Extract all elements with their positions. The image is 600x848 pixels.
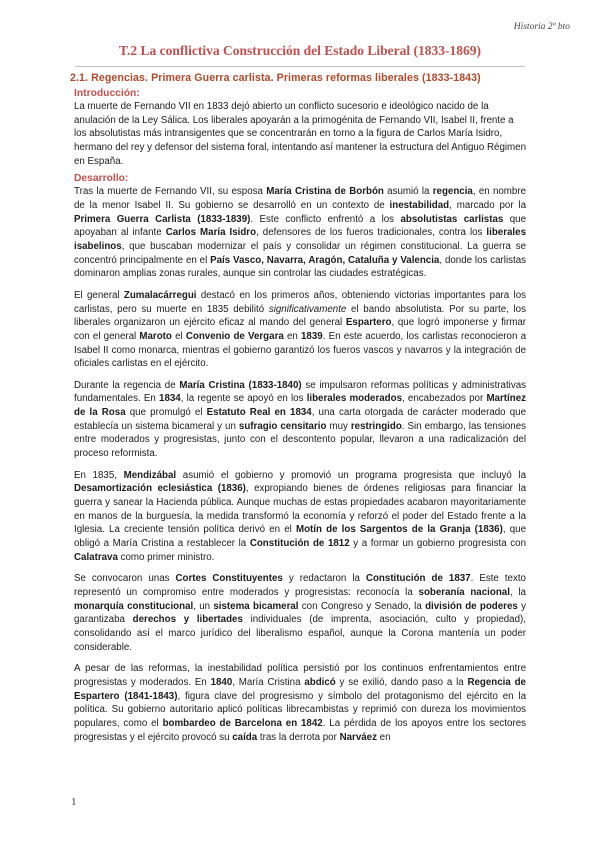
header-subject: Historia 2º bto <box>513 22 570 32</box>
desarrollo-paragraph-2: El general Zumalacárregui destacó en los primeros años, obteniendo victorias importantes para los carlistas, pero su muerte en 1835 debilitó significativamente el bando absolutista. Por su parte, los liberales organizaron un ejército eficaz al mando del general Espartero, que logró imponerse y firmar con el general Maroto el Convenio de Vergara en 1839. En este acuerdo, los carlistas reconocieron a Isabel II como monarca, mientras el gobierno garantizó los fueros vascos y navarros y la integración de oficiales carlistas en el ejército. <box>74 289 526 370</box>
desarrollo-heading: Desarrollo: <box>74 173 129 185</box>
desarrollo-paragraph-6: A pesar de las reformas, la inestabilidad política persistió por los continuos enfrentamientos entre progresistas y moderados. En 1840, María Cristina abdicó y se exilió, dando paso a la Regencia de Espartero (1841-1843), figura clave del progresismo y símbolo del protagonismo del ejército en la política. Su gobierno autoritario aplicó políticas librecambistas y reprimió con dureza los movimientos populares, como el bombardeo de Barcelona en 1842. La pérdida de los apoyos entre los sectores progresistas y el ejército provocó su caída tras la derrota por Narváez en <box>74 663 526 743</box>
intro-heading: Introducción: <box>74 88 140 99</box>
desarrollo-paragraph-5: Se convocaron unas Cortes Constituyentes y redactaron la Constitución de 1837. Este texto representó un compromiso entre moderados y progresistas: reconocía la soberanía nacional, la monarquía constitucional, un sistema bicameral con Congreso y Senado, la división de poderes y garantizaba derechos y libertades individuales (de imprenta, asociación, culto y propiedad), consolidando así el marco jurídico del liberalismo español, aunque la Corona mantenía un poder considerable. <box>74 573 526 653</box>
page-number: 1 <box>71 796 77 808</box>
desarrollo-paragraph-1: Tras la muerte de Fernando VII, su esposa María Cristina de Borbón asumió la regencia, en nombre de la menor Isabel II. Su gobierno se desarrolló en un contexto de inestabilidad, marcado por la Primera Guerra Carlista (1833-1839). Este conflicto enfrentó a los absolutistas carlistas que apoyaban al infante Carlos María Isidro, defensores de los fueros tradicionales, contra los liberales isabelinos, que buscaban modernizar el país y consolidar un régimen constitucional. La guerra se concentró principalmente en el País Vasco, Navarra, Aragón, Cataluña y Valencia, donde los carlistas dominaron amplias zonas rurales, aunque sin controlar las ciudades estratégicas. <box>74 186 527 280</box>
document-body <box>70 72 527 749</box>
desarrollo-paragraph-3: Durante la regencia de María Cristina (1833-1840) se impulsaron reformas políticas y administrativas fundamentales. En 1834, la regente se apoyó en los liberales moderados, encabezados por Martínez de la Rosa que promulgó el Estatuto Real en 1834, una carta otorgada de carácter moderado que establecía un sistema bicameral y un sufragio censitario muy restringido. Sin embargo, las tensiones entre moderados y progresistas, junto con el descontento popular, llevaron a una radicalización del proceso reformista. <box>74 379 527 460</box>
title-divider <box>75 66 525 67</box>
document-title: T.2 La conflictiva Construcción del Estado Liberal (1833-1869) <box>119 43 481 58</box>
section-heading: 2.1. Regencias. Primera Guerra carlista. Primeras reformas liberales (1833-1843) <box>70 72 481 84</box>
desarrollo-paragraph-4: En 1835, Mendizábal asumió el gobierno y promovió un programa progresista que incluyó la Desamortización eclesiástica (1836), expropiando bienes de órdenes religiosas para financiar la guerra y sanear la Hacienda pública. Aunque muchas de estas propiedades acabaron mayoritariamente en manos de la burguesía, la medida transformó la economía y reforzó el poder del Estado frente a la Iglesia. La creciente tensión política derivó en el Motín de los Sargentos de la Granja (1836), que obligó a María Cristina a restablecer la Constitución de 1812 y a formar un gobierno progresista con Calatrava como primer ministro. <box>74 469 527 563</box>
intro-paragraph: La muerte de Fernando VII en 1833 dejó abierto un conflicto sucesorio e ideológico nacido de la anulación de la Ley Sálica. Los liberales apoyarán a la primogénita de Fernando VII, Isabel II, frente a los absolutistas más intransigentes que se concentrarán en torno a la figura de Carlos María Isidro, hermano del rey y defensor del sistema foral, intentando así mantener la estructura del Antiguo Régimen en España. <box>74 101 527 167</box>
